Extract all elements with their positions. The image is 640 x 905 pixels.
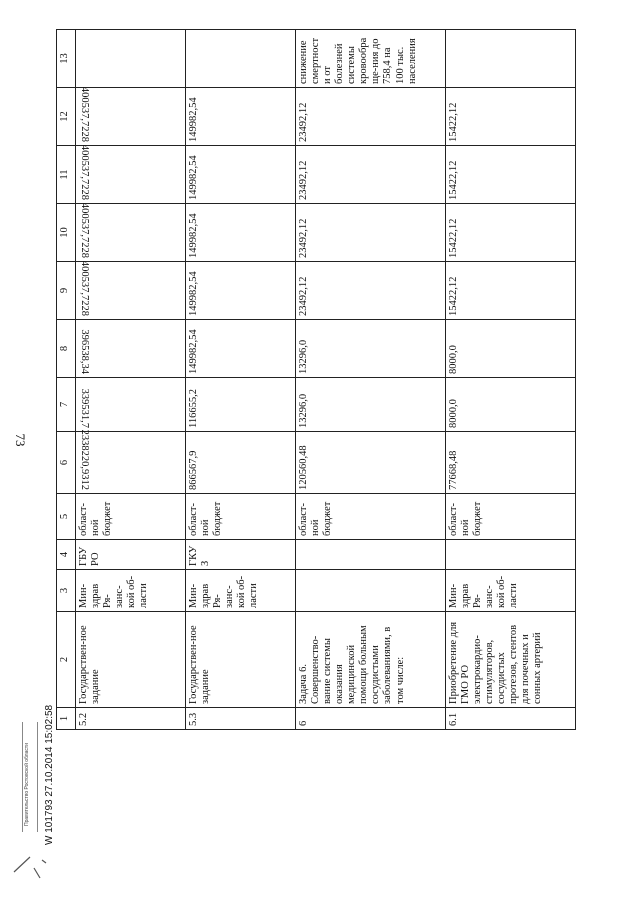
- row-number: 6.1: [446, 708, 576, 730]
- value-year: 13296,0: [296, 320, 446, 378]
- column-header: 13: [57, 30, 76, 88]
- value-year: 149982,54: [186, 88, 296, 146]
- column-header: 6: [57, 432, 76, 494]
- column-header: 7: [57, 378, 76, 432]
- value-year: 23492,12: [296, 204, 446, 262]
- stamp-text: Правительство Ростовской области: [24, 743, 30, 826]
- row-number: 6: [296, 708, 446, 730]
- column-header: 1: [57, 708, 76, 730]
- column-header: 5: [57, 494, 76, 540]
- row-number: 5.2: [76, 708, 186, 730]
- column-header: 11: [57, 146, 76, 204]
- value-year: 15422,12: [446, 88, 576, 146]
- measure-name: Государствен-ное задание: [186, 612, 296, 708]
- value-year: 149982,54: [186, 204, 296, 262]
- column-header: 2: [57, 612, 76, 708]
- value-text: 400537,7228: [79, 260, 91, 316]
- value-text: 400537,7228: [79, 144, 91, 200]
- value-year: 15422,12: [446, 146, 576, 204]
- funding-source: област-ной бюджет: [76, 494, 186, 540]
- column-header: 10: [57, 204, 76, 262]
- page-number: 73: [13, 433, 28, 447]
- value-text: 400537,7228: [79, 86, 91, 142]
- column-header: 9: [57, 262, 76, 320]
- expected-result: снижение смертности от болезней системы кровообраще-ния до 758,4 на 100 тыс. населения: [296, 30, 446, 88]
- measure-name: Задача 6. Совершенство-вание системы оказания медицинской помощи больным сосудистыми заболеваниями, в том числе:: [296, 612, 446, 708]
- column-header: 4: [57, 540, 76, 570]
- value-year: 149982,54: [186, 262, 296, 320]
- value-year: 23492,12: [296, 146, 446, 204]
- value-total: 77668,48: [446, 432, 576, 494]
- funding-source: област-ной бюджет: [296, 494, 446, 540]
- funding-source: област-ной бюджет: [186, 494, 296, 540]
- value-year: 8000,0: [446, 378, 576, 432]
- column-header: 12: [57, 88, 76, 146]
- value-text: 400537,7228: [79, 202, 91, 258]
- value-year: 149982,54: [186, 320, 296, 378]
- value-year: 149982,54: [186, 146, 296, 204]
- value-year: 13296,0: [296, 378, 446, 432]
- measure-name: Приобретение для ГМО РО электрокардио-стимуляторов, сосудистых протезов, стентов для почечных и сонных артерий: [446, 612, 576, 708]
- value-year: 15422,12: [446, 262, 576, 320]
- value-text: 339531,7: [79, 388, 91, 428]
- executor: Мин-здрав Ря-занс-кой об-ласти: [76, 570, 186, 612]
- column-header: 3: [57, 570, 76, 612]
- value-text: 2338220,9312: [79, 429, 91, 490]
- measure-name: Государствен-ное задание: [76, 612, 186, 708]
- value-year: 116655,2: [186, 378, 296, 432]
- funding-source: област-ной бюджет: [446, 494, 576, 540]
- value-total: 120560,48: [296, 432, 446, 494]
- recipient: ГБУ РО: [76, 540, 186, 570]
- value-text: 396538,34: [79, 329, 91, 374]
- value-year: 23492,12: [296, 88, 446, 146]
- executor: Мин-здрав Ря-занс-кой об-ласти: [186, 570, 296, 612]
- document-code: W 101793 27.10.2014 15:02:58: [44, 704, 55, 845]
- value-year: 8000,0: [446, 320, 576, 378]
- column-header: 8: [57, 320, 76, 378]
- value-year: 15422,12: [446, 204, 576, 262]
- value-year: 23492,12: [296, 262, 446, 320]
- executor: Мин-здрав Ря-занс-кой об-ласти: [446, 570, 576, 612]
- row-number: 5.3: [186, 708, 296, 730]
- value-total: 866567,9: [186, 432, 296, 494]
- recipient: ГКУЗ: [186, 540, 296, 570]
